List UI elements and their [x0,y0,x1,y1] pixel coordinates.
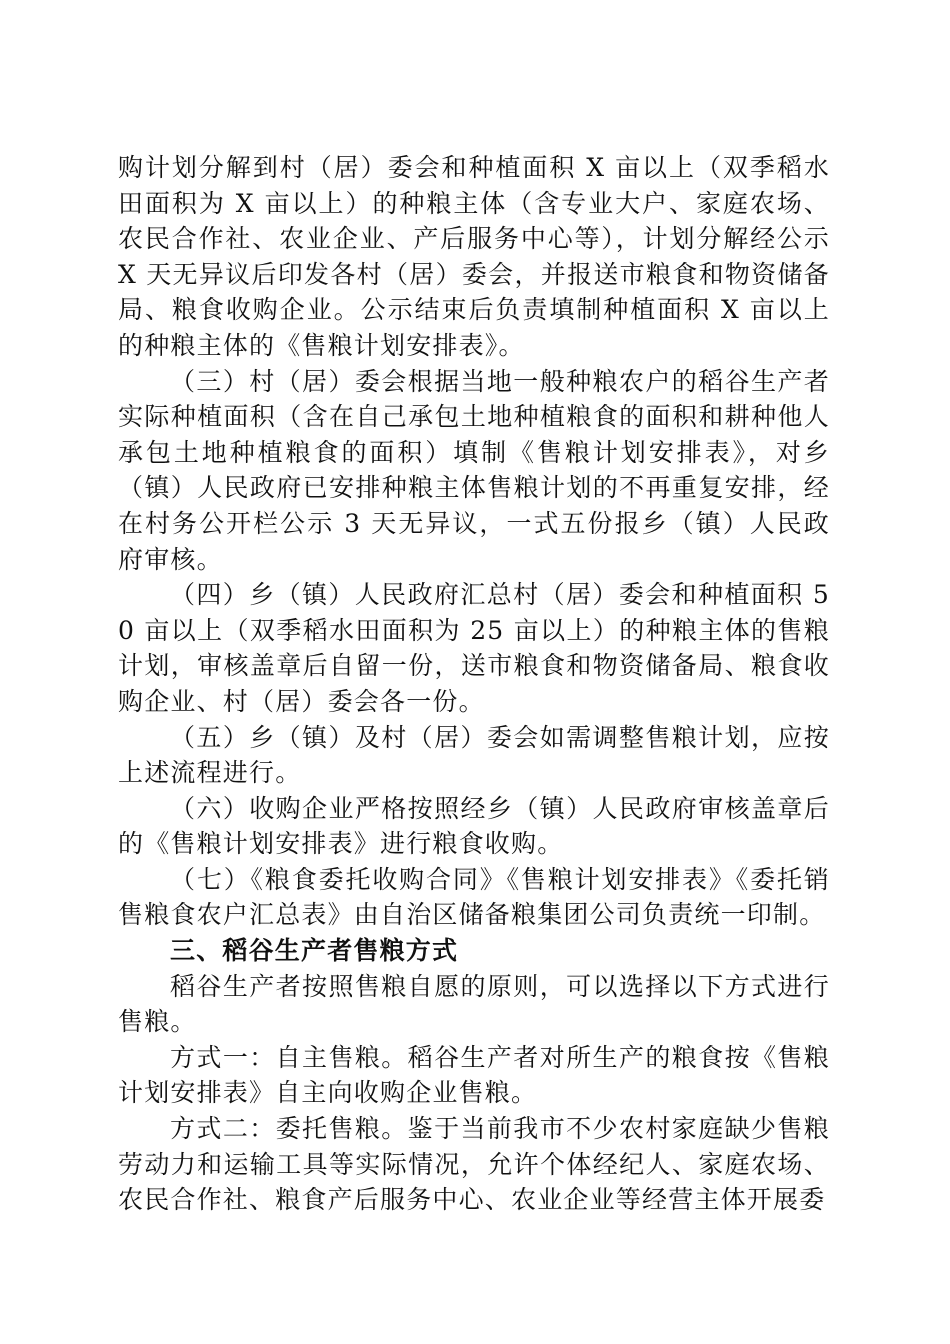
paragraph: （四）乡（镇）人民政府汇总村（居）委会和种植面积 50 亩以上（双季稻水田面积为 25 亩以上）的种粮主体的售粮计划，审核盖章后自留一份，送市粮食和物资储备局、粮食收购企业、村（居）委会各一份。 [118,580,830,716]
document-body [118,150,830,1218]
paragraph: （七）《粮食委托收购合同》《售粮计划安排表》《委托销售粮食农户汇总表》由自治区储备粮集团公司负责统一印制。 [118,864,830,930]
paragraph: （五）乡（镇）及村（居）委会如需调整售粮计划，应按上述流程进行。 [118,722,830,788]
paragraph: 方式一：自主售粮。稻谷生产者对所生产的粮食按《售粮计划安排表》自主向收购企业售粮。 [118,1042,830,1108]
paragraph: 稻谷生产者按照售粮自愿的原则，可以选择以下方式进行售粮。 [118,971,830,1037]
paragraph: 购计划分解到村（居）委会和种植面积 X 亩以上（双季稻水田面积为 X 亩以上）的种粮主体（含专业大户、家庭农场、农民合作社、农业企业、产后服务中心等），计划分解经公示 X 天无异议后印发各村（居）委会，并报送市粮食和物资储备局、粮食收购企业。公示结束后负责填制种植面积 X 亩以上的种粮主体的《售粮计划安排表》。 [118,153,830,360]
section-heading: 三、稻谷生产者售粮方式 [170,936,459,966]
paragraph: （三）村（居）委会根据当地一般种粮农户的稻谷生产者实际种植面积（含在自己承包土地种植粮食的面积和耕种他人承包土地种植粮食的面积）填制《售粮计划安排表》，对乡（镇）人民政府已安排种粮主体售粮计划的不再重复安排，经在村务公开栏公示 3 天无异议，一式五份报乡（镇）人民政府审核。 [118,366,830,574]
paragraph: 方式二：委托售粮。鉴于当前我市不少农村家庭缺少售粮劳动力和运输工具等实际情况，允许个体经纪人、家庭农场、农民合作社、粮食产后服务中心、农业企业等经营主体开展委 [118,1114,830,1215]
paragraph: （六）收购企业严格按照经乡（镇）人民政府审核盖章后的《售粮计划安排表》进行粮食收购。 [118,793,830,859]
